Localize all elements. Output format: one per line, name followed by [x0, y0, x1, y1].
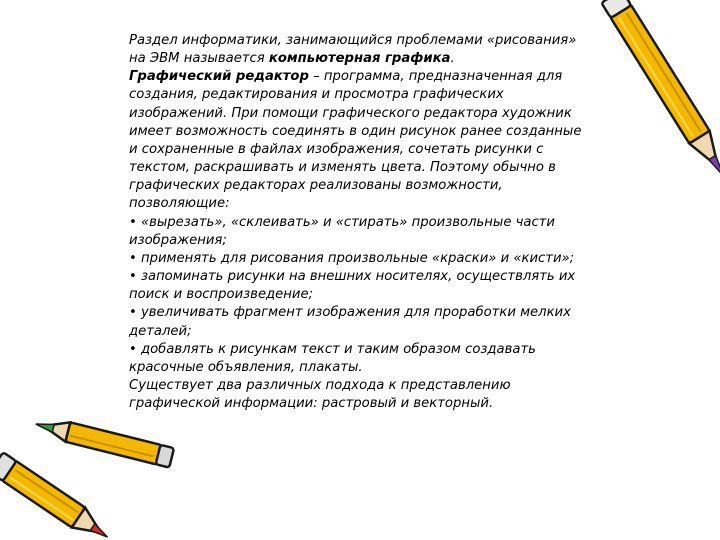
text-line: графической информации: растровый и векторный.	[129, 396, 494, 412]
bullet-item: • увеличивать фрагмент изображения для проработки мелких	[129, 305, 571, 321]
text-line: поиск и воспроизведение;	[129, 287, 314, 303]
text-line: позволяющие:	[129, 196, 230, 212]
text-fragment: – программа, предназначенная для	[308, 69, 563, 85]
pencil-icon	[0, 452, 114, 540]
text-line: и сохраненные в файлах изображения, сочетать рисунки с	[129, 141, 544, 157]
term-graphic-editor: Графический редактор	[129, 69, 309, 85]
text-line: Раздел информатики, занимающийся проблемами «рисования»	[129, 33, 577, 48]
term-computer-graphics: компьютерная графика	[268, 51, 451, 67]
text-line: изображений. При помощи графического редактора художник	[129, 105, 572, 121]
text-line: изображения;	[129, 232, 227, 248]
text-line: текстом, раскрашивать и изменять цвета. Поэтому обычно в	[129, 160, 556, 176]
bullet-item: • «вырезать», «склеивать» и «стирать» произвольные части	[129, 214, 555, 230]
bullet-item: • применять для рисования произвольные «краски» и «кисти»;	[129, 250, 575, 266]
text-line: графических редакторах реализованы возможности,	[129, 178, 503, 194]
pencil-icon	[33, 414, 174, 467]
bullet-item: • запоминать рисунки на внешних носителях, осуществлять их	[129, 269, 576, 285]
text-line: Существует два различных подхода к представлению	[129, 377, 511, 393]
bullet-item: • добавлять к рисункам текст и таким образом создавать	[129, 341, 536, 357]
text-line: красочные объявления, плакаты.	[129, 359, 363, 375]
text-fragment: на ЭВМ называется	[129, 51, 265, 67]
text-line: создания, редактирования и просмотра графических	[129, 87, 504, 103]
pencil-icon	[601, 0, 720, 183]
text-line: деталей;	[129, 323, 192, 339]
text-fragment: .	[450, 51, 455, 67]
text-line: имеет возможность соединять в один рисунок ранее созданные	[129, 123, 582, 139]
